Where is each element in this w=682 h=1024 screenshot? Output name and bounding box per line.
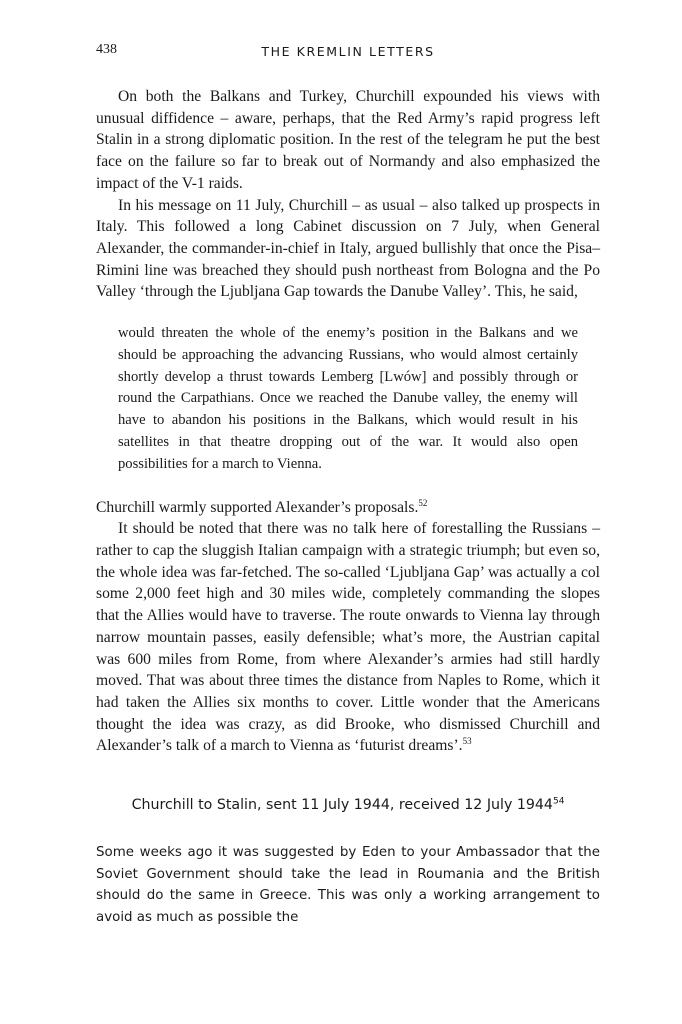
- footnote-ref-53[interactable]: 53: [462, 736, 472, 747]
- paragraph-2: In his message on 11 July, Churchill – as usual – also talked up prospects in Italy. This followed a long Cabinet discussion on 7 July, when General Alexander, the commander-in-chief in Italy, argued bullishly that once the Pisa–Rimini line was breached they should push northeast from Bologna and the Po Valley ‘through the Ljubljana Gap towards the Danube Valley’. This, he said,: [96, 196, 600, 301]
- body-text: [96, 86, 600, 757]
- paragraph-4: [96, 518, 600, 757]
- document-heading-text: Churchill to Stalin, sent 11 July 1944, received 12 July 1944: [131, 797, 553, 813]
- paragraph-3: [96, 497, 600, 519]
- document-text: [96, 842, 600, 928]
- page-number: 438: [96, 42, 117, 57]
- document-paragraph: Some weeks ago it was suggested by Eden to your Ambassador that the Soviet Government should take the lead in Roumania and the British should do the same in Greece. This was only a working arrangement to avoid as much as possible the: [96, 845, 600, 925]
- page-header: [96, 40, 600, 64]
- block-quote: would threaten the whole of the enemy’s position in the Balkans and we should be approaching the advancing Russians, who would almost certainly shortly develop a thrust towards Lemberg [Lwów] and possibly through or round the Carpathians. Once we reached the Danube valley, the enemy will have to abandon his positions in the Balkans, which would result in his satellites in that theatre dropping out of the war. It would also open possibilities for a march to Vienna.: [118, 325, 578, 472]
- paragraph-1: On both the Balkans and Turkey, Churchill expounded his views with unusual diffidence – aware, perhaps, that the Red Army’s rapid progress left Stalin in a strong diplomatic position. In the rest of the telegram he put the best face on the failure so far to break out of Normandy and also emphasized the impact of the V-1 raids.: [96, 88, 600, 192]
- paragraph-3-text: Churchill warmly supported Alexander’s proposals.: [96, 498, 419, 516]
- running-head: THE KREMLIN LETTERS: [261, 44, 435, 59]
- paragraph-4-text: It should be noted that there was no talk here of forestalling the Russians – rather to cap the sluggish Italian campaign with a strategic triumph; but even so, the whole idea was far-fetched. The so-called ‘Ljubljana Gap’ was actually a col some 2,000 feet high and 30 miles wide, completely commanding the slopes that the Allies would have to traverse. The route onwards to Vienna lay through narrow mountain passes, easily defensible; what’s more, the Austrian capital was 600 miles from Rome, from where Alexander’s armies had still hardly moved. That was about three times the distance from Naples to Rome, which it had taken the Allies six months to cover. Little wonder that the Americans thought the idea was crazy, as did Brooke, who dismissed Churchill and Alexander’s talk of a march to Vienna as ‘futurist dreams’.: [96, 520, 600, 755]
- document-heading: [96, 797, 600, 813]
- footnote-ref-54[interactable]: 54: [552, 796, 565, 807]
- footnote-ref-52[interactable]: 52: [418, 497, 428, 508]
